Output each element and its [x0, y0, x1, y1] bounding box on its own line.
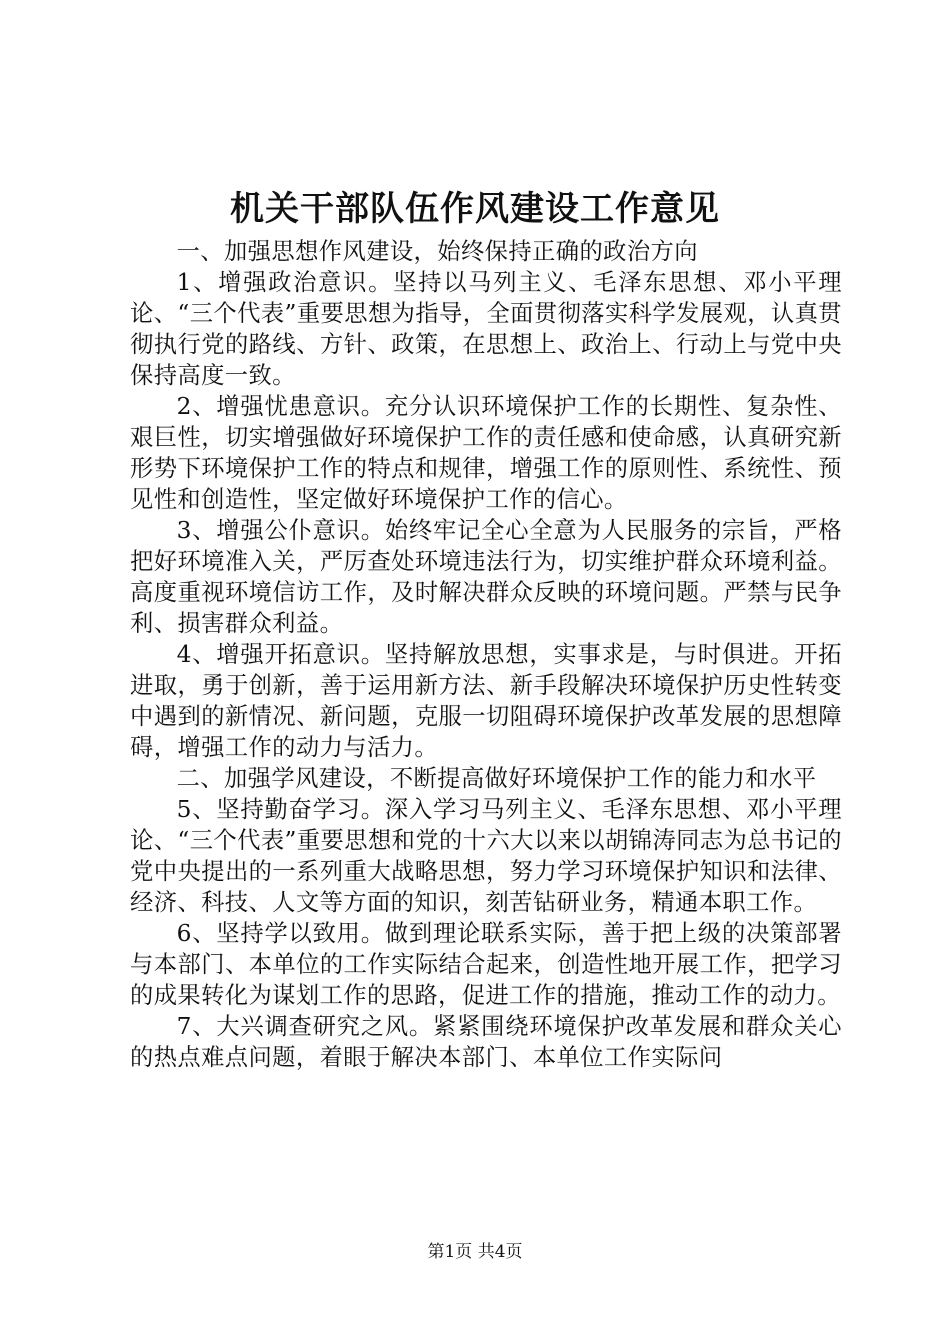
- paragraph-6: 6、坚持学以致用。做到理论联系实际，善于把上级的决策部署与本部门、本单位的工作实际结合起来，创造性地开展工作，把学习的成果转化为谋划工作的思路，促进工作的措施，推动工作的动力。: [130, 920, 842, 1009]
- document-body: [130, 236, 842, 1073]
- paragraph-5: 5、坚持勤奋学习。深入学习马列主义、毛泽东思想、邓小平理论、“三个代表”重要思想和党的十六大以来以胡锦涛同志为总书记的党中央提出的一系列重大战略思想，努力学习环境保护知识和法律、经济、科技、人文等方面的知识，刻苦钻研业务，精通本职工作。: [130, 796, 842, 916]
- paragraph-3: 3、增强公仆意识。始终牢记全心全意为人民服务的宗旨，严格把好环境准入关，严厉查处环境违法行为，切实维护群众环境利益。高度重视环境信访工作，及时解决群众反映的环境问题。严禁与民争利、损害群众利益。: [130, 517, 842, 637]
- page-number-footer: 第1页 共4页: [427, 1242, 523, 1262]
- paragraph-7: 7、大兴调查研究之风。紧紧围绕环境保护改革发展和群众关心的热点难点问题，着眼于解决本部门、本单位工作实际问: [130, 1013, 842, 1071]
- paragraph-1: 1、增强政治意识。坚持以马列主义、毛泽东思想、邓小平理论、“三个代表”重要思想为指导，全面贯彻落实科学发展观，认真贯彻执行党的路线、方针、政策，在思想上、政治上、行动上与党中央保持高度一致。: [130, 269, 842, 389]
- paragraph-4: 4、增强开拓意识。坚持解放思想，实事求是，与时俱进。开拓进取，勇于创新，善于运用新方法、新手段解决环境保护历史性转变中遇到的新情况、新问题，克服一切阻碍环境保护改革发展的思想障碍，增强工作的动力与活力。: [130, 641, 842, 761]
- section-heading-1: 一、加强思想作风建设，始终保持正确的政治方向: [176, 238, 698, 265]
- section-heading-2: 二、加强学风建设，不断提高做好环境保护工作的能力和水平: [176, 765, 817, 792]
- paragraph-2: 2、增强忧患意识。充分认识环境保护工作的长期性、复杂性、艰巨性，切实增强做好环境保护工作的责任感和使命感，认真研究新形势下环境保护工作的特点和规律，增强工作的原则性、系统性、预见性和创造性，坚定做好环境保护工作的信心。: [130, 393, 842, 513]
- document-title: 机关干部队伍作风建设工作意见: [230, 189, 720, 229]
